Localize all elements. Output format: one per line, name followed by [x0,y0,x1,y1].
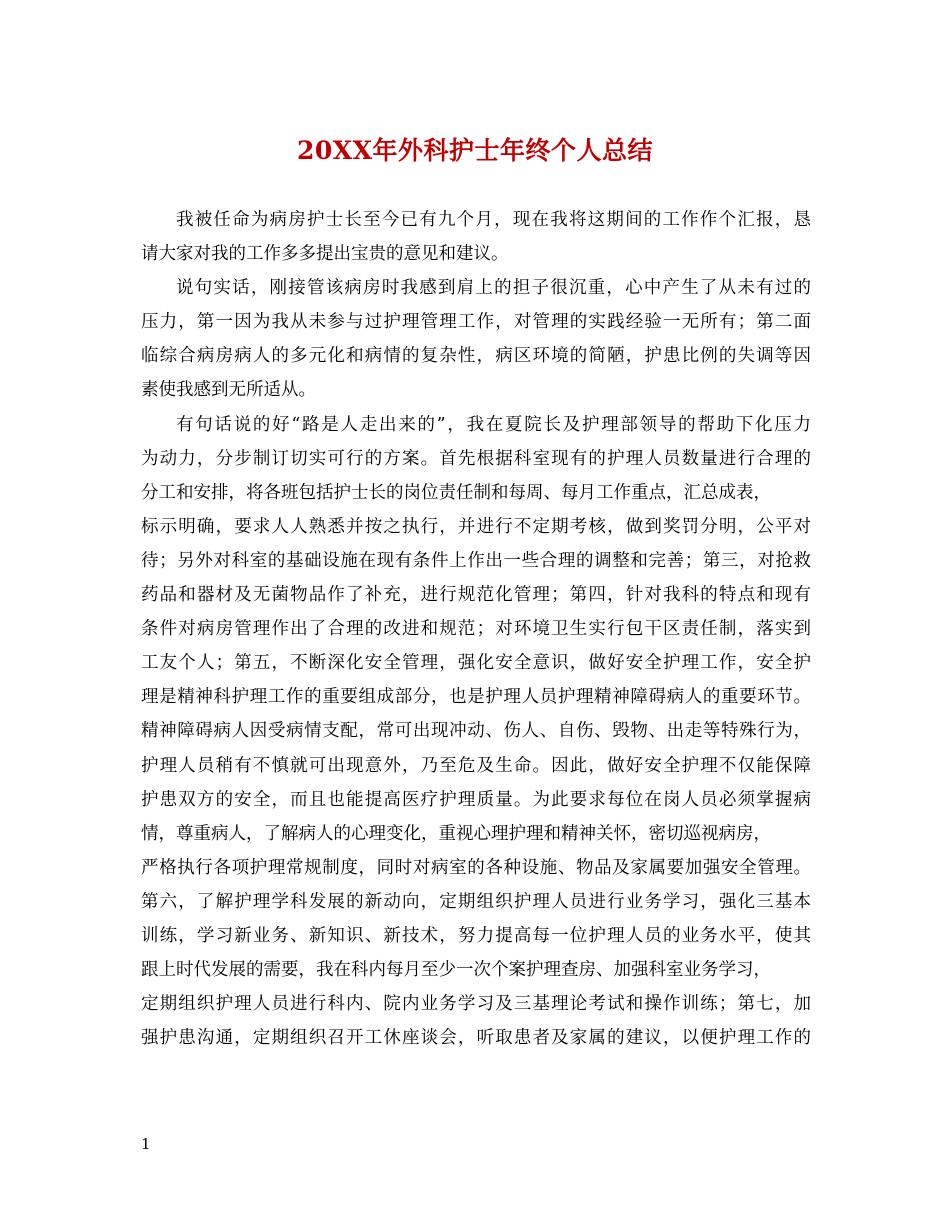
body-line: 第六，了解护理学科发展的新动向，定期组织护理人员进行业务学习，强化三基本 [141,891,811,912]
body-line: 严格执行各项护理常规制度，同时对病室的各种设施、物品及家属要加强安全管理。 [141,857,811,878]
body-line: 有句话说的好“路是人走出来的”，我在夏院长及护理部领导的帮助下化压力 [176,414,811,435]
body-line: 定期组织护理人员进行科内、院内业务学习及三基理论考试和操作训练；第七，加 [141,994,811,1015]
body-line: 我被任命为病房护士长至今已有九个月，现在我将这期间的工作作个汇报，恳 [176,210,811,230]
body-line: 理是精神科护理工作的重要组成部分，也是护理人员护理精神障碍病人的重要环节。 [141,687,811,708]
body-line: 素使我感到无所适从。 [141,380,316,401]
document-body [141,203,811,1055]
page-number: 1 [141,1135,151,1153]
body-line: 说句实话，刚接管该病房时我感到肩上的担子很沉重，心中产生了从未有过的 [176,278,811,299]
body-line: 临综合病房病人的多元化和病情的复杂性，病区环境的简陋，护患比例的失调等因 [141,346,811,367]
body-line: 请大家对我的工作多多提出宝贵的意见和建议。 [141,244,509,265]
body-line: 标示明确，要求人人熟悉并按之执行，并进行不定期考核，做到奖罚分明，公平对 [141,516,811,537]
body-line: 工友个人；第五，不断深化安全管理，强化安全意识，做好安全护理工作，安全护 [141,653,811,674]
body-line: 强护患沟通，定期组织召开工休座谈会，听取患者及家属的建议，以便护理工作的 [141,1028,811,1049]
body-line: 条件对病房管理作出了合理的改进和规范；对环境卫生实行包干区责任制，落实到 [141,619,811,640]
body-line: 跟上时代发展的需要，我在科内每月至少一次个案护理查房、加强科室业务学习， [141,960,771,981]
body-line: 护理人员稍有不慎就可出现意外，乃至危及生命。因此，做好安全护理不仅能保障 [141,755,811,776]
body-line: 护患双方的安全，而且也能提高医疗护理质量。为此要求每位在岗人员必须掌握病 [141,789,811,810]
body-line: 为动力，分步制订切实可行的方案。首先根据科室现有的护理人员数量进行合理的 [141,448,811,469]
body-line: 待；另外对科室的基础设施在现有条件上作出一些合理的调整和完善；第三，对抢救 [141,550,811,571]
body-line: 精神障碍病人因受病情支配，常可出现冲动、伤人、自伤、毁物、出走等特殊行为， [141,721,811,742]
document-title: 20XX年外科护士年终个人总结 [296,136,654,165]
body-line: 情，尊重病人，了解病人的心理变化，重视心理护理和精神关怀，密切巡视病房， [141,823,771,844]
body-line: 压力，第一因为我从未参与过护理管理工作，对管理的实践经验一无所有；第二面 [141,312,811,333]
body-line: 训练，学习新业务、新知识、新技术，努力提高每一位护理人员的业务水平，使其 [141,925,811,946]
body-line: 分工和安排，将各班包括护士长的岗位责任制和每周、每月工作重点，汇总成表， [141,482,771,503]
body-line: 药品和器材及无菌物品作了补充，进行规范化管理；第四，针对我科的特点和现有 [141,585,811,606]
